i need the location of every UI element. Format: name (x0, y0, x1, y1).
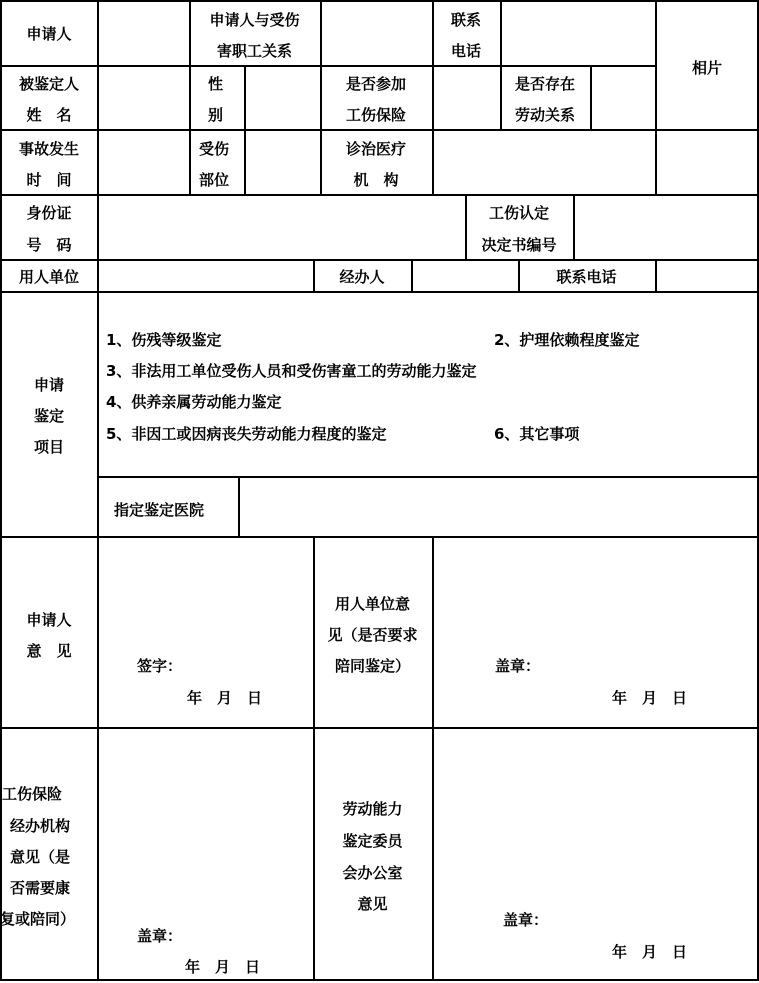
handler-field[interactable] (413, 261, 518, 291)
labor-relation-label-2: 劳动关系 (514, 106, 575, 124)
seal-label: 盖章： (503, 911, 549, 929)
gender-label-2: 别 (208, 106, 224, 124)
contact-phone-label-2: 电话 (451, 42, 482, 60)
date-label: 年 月 日 (612, 689, 688, 707)
accident-time-field[interactable] (99, 131, 189, 194)
injured-part-label-1: 受伤 (199, 140, 230, 158)
agency-opinion-label-5: 复或陪同） (0, 910, 76, 928)
id-number-field[interactable] (99, 196, 465, 259)
appraised-name-label-1: 被鉴定人 (18, 75, 79, 93)
applicant-label: 申请人 (26, 25, 72, 43)
relation-label-2: 害职工关系 (216, 42, 292, 60)
decision-number-field[interactable] (575, 196, 757, 259)
committee-opinion-label-3: 会办公室 (342, 864, 403, 882)
insured-label-1: 是否参加 (345, 75, 406, 93)
grid-line (432, 536, 434, 981)
employer-label: 用人单位 (18, 268, 79, 286)
employer-opinion-label-3: 陪同鉴定） (334, 657, 410, 675)
contact-phone-field[interactable] (502, 2, 655, 65)
committee-opinion-label-2: 鉴定委员 (342, 832, 403, 850)
contact-phone-label-1: 联系 (451, 11, 482, 29)
injured-part-field[interactable] (246, 131, 320, 194)
committee-opinion-label-1: 劳动能力 (342, 800, 403, 818)
medical-institution-field[interactable] (434, 131, 655, 194)
employer-phone-field[interactable] (657, 261, 757, 291)
date-label: 年 月 日 (187, 689, 263, 707)
items-label-1: 申请 (33, 376, 64, 394)
item-option[interactable]: 3、非法用工单位受伤人员和受伤害童工的劳动能力鉴定 (106, 362, 477, 380)
item-option[interactable]: 6、其它事项 (494, 425, 580, 443)
decision-number-label-1: 工伤认定 (488, 204, 549, 222)
labor-relation-label-1: 是否存在 (514, 75, 575, 93)
agency-opinion-label-2: 经办机构 (10, 817, 71, 835)
applicant-opinion-label-2: 意 见 (26, 642, 72, 660)
hospital-field[interactable] (240, 478, 757, 536)
insured-label-2: 工伤保险 (345, 106, 406, 124)
applicant-opinion-label-1: 申请人 (26, 611, 72, 629)
item-option[interactable]: 4、供养亲属劳动能力鉴定 (106, 393, 282, 411)
insured-field[interactable] (434, 67, 500, 129)
sign-label: 签字： (137, 657, 183, 675)
employer-opinion-label-2: 见（是否要求 (327, 626, 418, 644)
date-label: 年 月 日 (612, 943, 688, 961)
item-option[interactable]: 1、伤残等级鉴定 (106, 331, 222, 349)
agency-opinion-label-3: 意见（是 (10, 848, 71, 866)
photo-label: 相片 (691, 59, 722, 77)
accident-time-label-2: 时 间 (26, 171, 72, 189)
items-label-3: 项目 (33, 438, 64, 456)
employer-opinion-label-1: 用人单位意 (334, 595, 410, 613)
id-number-label-2: 号 码 (26, 236, 72, 254)
grid-line (0, 979, 759, 981)
agency-opinion-label-4: 否需要康 (10, 879, 71, 897)
hospital-label: 指定鉴定医院 (114, 501, 205, 519)
accident-time-label-1: 事故发生 (18, 140, 79, 158)
handler-label: 经办人 (339, 268, 385, 286)
gender-field[interactable] (246, 67, 320, 129)
seal-label: 盖章： (495, 657, 541, 675)
seal-label: 盖章： (137, 927, 183, 945)
medical-institution-label-1: 诊治医疗 (345, 140, 406, 158)
labor-relation-field[interactable] (592, 67, 655, 129)
relation-field[interactable] (322, 2, 432, 65)
grid-line (0, 536, 759, 538)
decision-number-label-2: 决定书编号 (481, 236, 557, 254)
gender-label-1: 性 (208, 75, 224, 93)
item-option[interactable]: 5、非因工或因病丧失劳动能力程度的鉴定 (106, 425, 387, 443)
appraised-name-field[interactable] (99, 67, 189, 129)
item-option[interactable]: 2、护理依赖程度鉴定 (494, 331, 640, 349)
agency-opinion-label-1: 工伤保险 (2, 785, 63, 803)
applicant-field[interactable] (99, 2, 189, 65)
committee-opinion-label-4: 意见 (357, 895, 388, 913)
employer-phone-label: 联系电话 (556, 268, 617, 286)
relation-label-1: 申请人与受伤 (209, 11, 300, 29)
injured-part-label-2: 部位 (199, 171, 230, 189)
date-label: 年 月 日 (185, 958, 261, 976)
grid-line (0, 727, 759, 729)
items-label-2: 鉴定 (33, 407, 64, 425)
appraised-name-label-2: 姓 名 (26, 106, 72, 124)
id-number-label-1: 身份证 (26, 204, 72, 222)
medical-institution-label-2: 机 构 (353, 171, 399, 189)
employer-field[interactable] (99, 261, 313, 291)
photo-area[interactable] (657, 2, 757, 129)
